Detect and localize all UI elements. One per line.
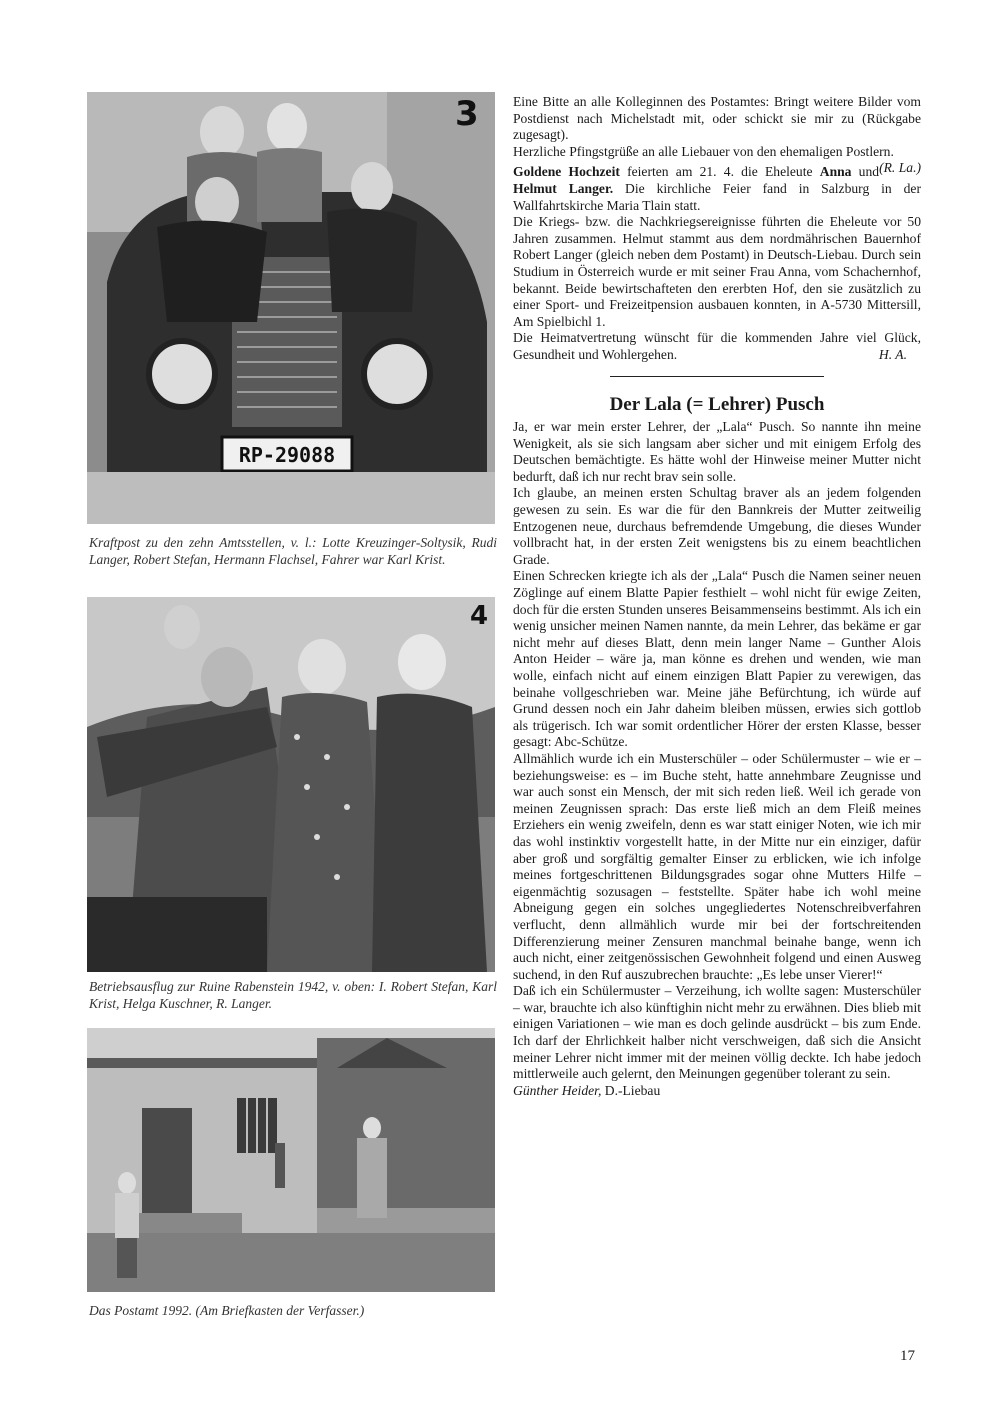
wedding-text-1: feierten am 21. 4. die Eheleute bbox=[619, 164, 820, 180]
caption-photo-3: Das Postamt 1992. (Am Briefkasten der Verfasser.) bbox=[89, 1303, 365, 1318]
article-paragraph: Einen Schrecken kriegte ich als der „Lala“ Pusch die Namen seiner neuen Zöglinge auf einem Blatte Papier festhielt – wohl nicht für ewige Zeiten, doch für die ersten Stunden unseres Beisammenseins bestimmt. Als ich ein wenig unsicher meinen Namen nannte, da mein Lehrer, das bekäme er gar nicht mehr auf dieses Blatt, denn mein langer Name – Gunther Alois Anton Heider – wäre ja, man könne es drehen und wenden, wie man wolle, einfach nicht auf einem einzigen Blatt Papier zu verewigen, das beinahe vollgeschrieben war. Meine jähe Befürchtung, ich würde auf Grund dessen noch ein Jahr daheim bleiben müssen, erwies sich gottlob als trügerisch. Ich war somit ordentlicher Hörer der ersten Klasse, besser gesagt: Abc-Schütze. bbox=[513, 568, 921, 750]
greeting-signature: (R. La.) bbox=[879, 160, 921, 176]
article-signature bbox=[513, 1083, 921, 1100]
wedding-signature: H. A. bbox=[878, 346, 907, 362]
section-separator bbox=[610, 376, 824, 377]
wedding-paragraph-3 bbox=[513, 330, 921, 363]
wedding-paragraph-2: Die Kriegs- bzw. die Nachkriegsereignisse führten die Eheleute vor 50 Jahren zusammen. Helmut stammt aus dem nordmährischen Bauernhof Robert Langer (gleich neben dem Postamt) in Deutsch-Liebau. Durch sein Studium in Österreich wurde er mit seiner Frau Anna, vom Schachernhof, bekannt. Beide bewirtschafteten den ererbten Hof, den sie zusätzlich zu einer Sport- und Freizeitpension ausbauen konnten, in A-5730 Mittersill, Am Spielbichl 1. bbox=[513, 214, 921, 329]
wedding-text-3: Die kirchliche Feier fand in Salzburg in der Wallfahrtskirche Maria Tlain statt. bbox=[513, 180, 921, 213]
right-column bbox=[513, 94, 921, 1099]
wedding-paragraph bbox=[513, 164, 921, 214]
greeting-text: Herzliche Pfingstgrüße an alle Liebauer von den ehemaligen Postlern. bbox=[513, 143, 894, 159]
wedding-text-2: und bbox=[851, 164, 880, 180]
caption-photo-1: Kraftpost zu den zehn Amtsstellen, v. l.: Lotte Kreuzinger-Soltysik, Rudi Langer, Robert Stefan, Hermann Flachsel, Fahrer war Karl Krist. bbox=[89, 535, 497, 567]
photo-excursion-rabenstein bbox=[87, 597, 495, 972]
wedding-name-1: Anna bbox=[819, 164, 852, 180]
article-author-place: D.-Liebau bbox=[601, 1082, 661, 1098]
wedding-name-2: Helmut Langer. bbox=[513, 180, 614, 196]
photo-post-office-1992 bbox=[87, 1028, 495, 1292]
wedding-wishes: Die Heimatvertretung wünscht für die kommenden Jahre viel Glück, Gesundheit und Wohlergehen. bbox=[513, 330, 921, 362]
photo-number-4: 4 bbox=[470, 601, 489, 631]
intro-paragraph: Eine Bitte an alle Kolleginnen des Postamtes: Bringt weitere Bilder vom Postdienst nach Michelstadt mit, oder schickt sie mir zu (Rückgabe zugesagt). bbox=[513, 94, 921, 143]
article-paragraph: Allmählich wurde ich ein Musterschüler – oder Schülermuster – wie er – beziehungsweise: es – im Buche steht, hatte annehmbare Zeugnisse und war auch sonst ein Mensch, der mit sich reden ließ. Weil ich gerade von meinen Zeugnissen sprach: Das erste ließ mich an dem Fleiß meines Erziehers ein wenig zweifeln, denn es war statt einiger Noten, wie ich mir das wohl instinktiv vorgestellt hatte, in der Mitte nur ein einziger, dafür aber groß und sorgfältig gemalter Einser zu erblicken, wie ich infolge meines fortgeschrittenen Bildungsgrades sogar ohne Mutters Hilfe – eigenmächtig sozusagen – feststellte. Später habe ich wohl meine Abneigung gegen ein solches ungegliedertes Notenschreibverfahren verflucht, denn allmählich wurde mir bei der fortschreitenden Differenzierung meiner Zensuren manchmal beinahe bange, wenn ich auch nicht, einer zeitgenössischen Gewohnheit folgend und einen Ausweg suchend, in den Ruf auszubrechen brauchte: „Es lebe unser Vierer!“ bbox=[513, 750, 921, 982]
article-title: Der Lala (= Lehrer) Pusch bbox=[609, 393, 825, 415]
page-number: 17 bbox=[900, 1348, 915, 1364]
license-plate: RP-29088 bbox=[238, 443, 336, 467]
article-paragraph: Ja, er war mein erster Lehrer, der „Lala“ Pusch. So nannte ihn meine Wenigkeit, als sie sich langsam aber sicher und mit einigem Erfolg des Deutschen bemächtigte. Es hätte wohl der Hinweise meiner Mutter nicht bedurft, daß ich nur recht brav sein solle. bbox=[513, 419, 921, 484]
wedding-lead: Goldene Hochzeit bbox=[513, 164, 620, 180]
photo-number-3: 3 bbox=[455, 94, 479, 134]
caption-photo-2: Betriebsausflug zur Ruine Rabenstein 1942, v. oben: I. Robert Stefan, Karl Krist, Helga Kuschner, R. Langer. bbox=[89, 979, 497, 1011]
photo-vintage-car bbox=[87, 92, 495, 524]
article-author: Günther Heider, bbox=[513, 1082, 602, 1098]
article-paragraph: Daß ich ein Schülermuster – Verzeihung, ich wollte sagen: Musterschüler – war, brauchte ich also künftighin nicht mehr zu erwähnen. Dies blieb mit einigen Variationen – wie man es doch gelinde ausdrückt – bis zum Ende. Ich darf der Ehrlichkeit halber nicht verschweigen, daß sich die Ansicht meiner Lehrer nicht immer mit der meinen völlig deckte. Ich habe jedoch mittlerweile auch gelernt, den Meinungen gegenüber tolerant zu sein. bbox=[513, 983, 921, 1082]
article-paragraph: Ich glaube, an meinen ersten Schultag braver als an jedem folgenden gewesen zu sein. Es war die für den Bannkreis der Mutter zeitweilig Entzogenen neue, durchaus befremdende Umgebung, die dieses Wunder vollbracht hat, in der ersten Zeit wenigstens bis zu einem beachtlichen Grade. bbox=[513, 485, 921, 567]
